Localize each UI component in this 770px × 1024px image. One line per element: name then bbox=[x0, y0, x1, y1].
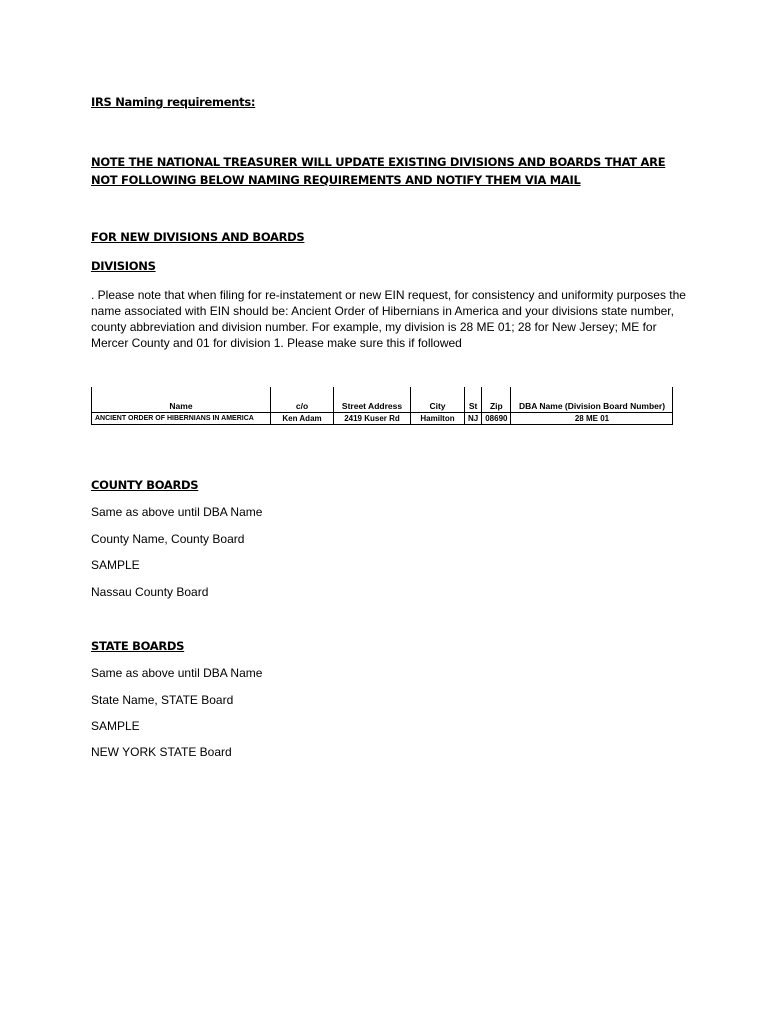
county-line-1: Same as above until DBA Name bbox=[91, 505, 263, 519]
state-line-4: NEW YORK STATE Board bbox=[91, 745, 232, 759]
new-divisions-heading: FOR NEW DIVISIONS AND BOARDS bbox=[91, 230, 305, 244]
cell-dba: 28 ME 01 bbox=[511, 413, 673, 425]
cell-state: NJ bbox=[465, 413, 482, 425]
state-line-2: State Name, STATE Board bbox=[91, 693, 234, 707]
col-header-city: City bbox=[411, 387, 465, 413]
county-line-4: Nassau County Board bbox=[91, 585, 209, 599]
cell-zip: 08690 bbox=[482, 413, 511, 425]
cell-street: 2419 Kuser Rd bbox=[334, 413, 411, 425]
divisions-heading: DIVISIONS bbox=[91, 259, 156, 273]
cell-name: ANCIENT ORDER OF HIBERNIANS IN AMERICA bbox=[92, 413, 271, 425]
table-row bbox=[92, 413, 673, 425]
col-header-dba: DBA Name (Division Board Number) bbox=[511, 387, 673, 413]
dba-example-table bbox=[91, 387, 673, 425]
cell-city: Hamilton bbox=[411, 413, 465, 425]
cell-co: Ken Adam bbox=[271, 413, 334, 425]
table-header-row bbox=[92, 387, 673, 413]
col-header-zip: Zip bbox=[482, 387, 511, 413]
treasurer-note: NOTE THE NATIONAL TREASURER WILL UPDATE EXISTING DIVISIONS AND BOARDS THAT ARE NOT FOLLOWING BELOW NAMING REQUIREMENTS AND NOTIFY THEM VIA MAIL bbox=[91, 155, 666, 187]
col-header-street: Street Address bbox=[334, 387, 411, 413]
page-title: IRS Naming requirements: bbox=[91, 95, 256, 109]
col-header-co: c/o bbox=[271, 387, 334, 413]
col-header-name: Name bbox=[92, 387, 271, 413]
divisions-paragraph: . Please note that when filing for re-instatement or new EIN request, for consistency and uniformity purposes the name associated with EIN should be: Ancient Order of Hibernians in America and your divisions state number, county abbreviation and division number. For example, my division is 28 ME 01; 28 for New Jersey; ME for Mercer County and 01 for division 1. Please make sure this if followed bbox=[91, 288, 686, 350]
state-line-1: Same as above until DBA Name bbox=[91, 666, 263, 680]
county-boards-heading: COUNTY BOARDS bbox=[91, 478, 199, 492]
col-header-state: St bbox=[465, 387, 482, 413]
county-line-2: County Name, County Board bbox=[91, 532, 245, 546]
county-line-3: SAMPLE bbox=[91, 558, 140, 572]
state-boards-heading: STATE BOARDS bbox=[91, 639, 185, 653]
state-line-3: SAMPLE bbox=[91, 719, 140, 733]
